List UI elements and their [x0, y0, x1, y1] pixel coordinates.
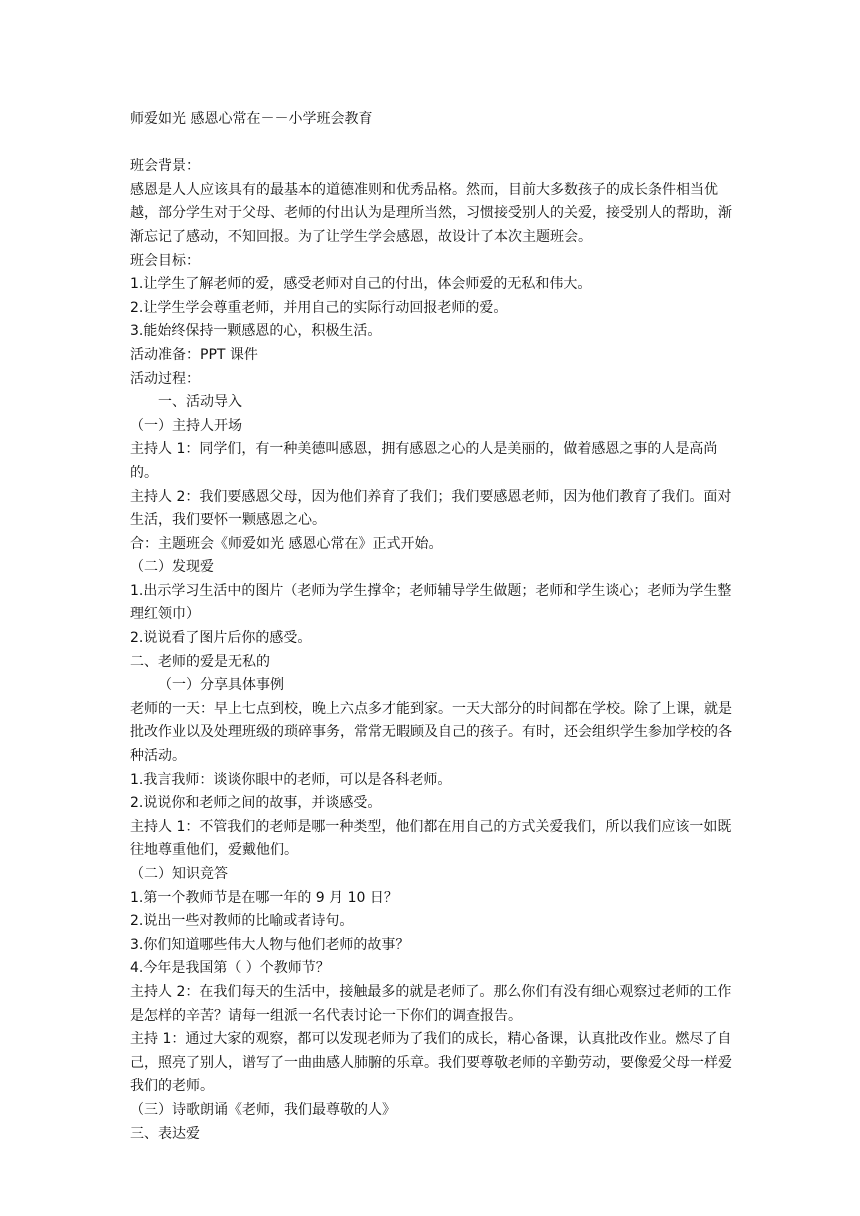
paragraph: 合：主题班会《师爱如光 感恩心常在》正式开始。: [130, 535, 443, 552]
paragraph-background: 感恩是人人应该具有的最基本的道德准则和优秀品格。然而，目前大多数孩子的成长条件相当优越，部分学生对于父母、老师的付出认为是理所当然，习惯接受别人的关爱，接受别人的帮助，渐渐忘记了感动，不知回报。为了让学生学会感恩，故设计了本次主题班会。: [130, 181, 732, 245]
list-item: 2.说出一些对教师的比喻或者诗句。: [130, 913, 354, 930]
paragraph: 主持人 1：同学们，有一种美德叫感恩，拥有感恩之心的人是美丽的，做着感恩之事的人是高尚的。: [130, 441, 718, 481]
document-title: 师爱如光 感恩心常在－－小学班会教育: [130, 111, 373, 127]
subsection-heading: （一）主持人开场: [130, 417, 242, 434]
paragraph: 主持 1：通过大家的观察，都可以发现老师为了我们的成长，精心备课，认真批改作业。燃尽了自己，照亮了别人，谱写了一曲曲感人肺腑的乐章。我们要尊敬老师的辛勤劳动，要像爱父母一样爱我们的老师。: [130, 1031, 732, 1095]
section-heading: 一、活动导入: [158, 394, 242, 411]
list-item: 1.第一个教师节是在哪一年的 9 月 10 日？: [130, 889, 398, 906]
paragraph: 主持人 1：不管我们的老师是哪一种类型，他们都在用自己的方式关爱我们，所以我们应该一如既往地尊重他们，爱戴他们。: [130, 818, 732, 859]
section-heading: 二、老师的爱是无私的: [130, 653, 270, 670]
list-item: 4.今年是我国第（ ）个教师节？: [130, 960, 330, 977]
document-body: [130, 108, 740, 1146]
subsection-heading: （二）知识竞答: [130, 866, 228, 882]
goal-item: 1.让学生了解老师的爱，感受老师对自己的付出，体会师爱的无私和伟大。: [130, 276, 592, 293]
list-item: 3.你们知道哪些伟大人物与他们老师的故事？: [130, 936, 410, 953]
paragraph: 主持人 2：在我们每天的生活中，接触最多的就是老师了。那么你们有没有细心观察过老师的工作是怎样的辛苦？请每一组派一名代表讨论一下你们的调查报告。: [130, 983, 732, 1024]
heading-process: 活动过程：: [130, 370, 200, 387]
paragraph: 老师的一天：早上七点到校，晚上六点多才能到家。一天大部分的时间都在学校。除了上课，就是批改作业以及处理班级的琐碎事务，常常无暇顾及自己的孩子。有时，还会组织学生参加学校的各种活动。: [130, 700, 732, 765]
goal-item: 2.让学生学会尊重老师，并用自己的实际行动回报老师的爱。: [130, 299, 508, 316]
section-heading: 三、表达爱: [130, 1125, 200, 1142]
goal-item: 3.能始终保持一颗感恩的心，积极生活。: [130, 323, 382, 340]
list-item: 2.说说看了图片后你的感受。: [130, 630, 312, 647]
list-item: 2.说说你和老师之间的故事，并谈感受。: [130, 795, 382, 812]
preparation-line: 活动准备：PPT 课件: [130, 346, 258, 363]
subsection-heading: （三）诗歌朗诵《老师，我们最尊敬的人》: [130, 1101, 396, 1118]
paragraph: 主持人 2：我们要感恩父母，因为他们养育了我们；我们要感恩老师，因为他们教育了我们。面对生活，我们要怀一颗感恩之心。: [130, 488, 732, 529]
heading-goals: 班会目标：: [130, 252, 200, 269]
subsection-heading: （二）发现爱: [130, 559, 214, 576]
list-item: 1.出示学习生活中的图片（老师为学生撑伞；老师辅导学生做题；老师和学生谈心；老师为学生整理红领巾）: [130, 582, 732, 623]
subsection-heading: （一）分享具体事例: [158, 677, 284, 694]
heading-background: 班会背景：: [130, 158, 200, 175]
list-item: 1.我言我师：谈谈你眼中的老师，可以是各科老师。: [130, 771, 452, 788]
